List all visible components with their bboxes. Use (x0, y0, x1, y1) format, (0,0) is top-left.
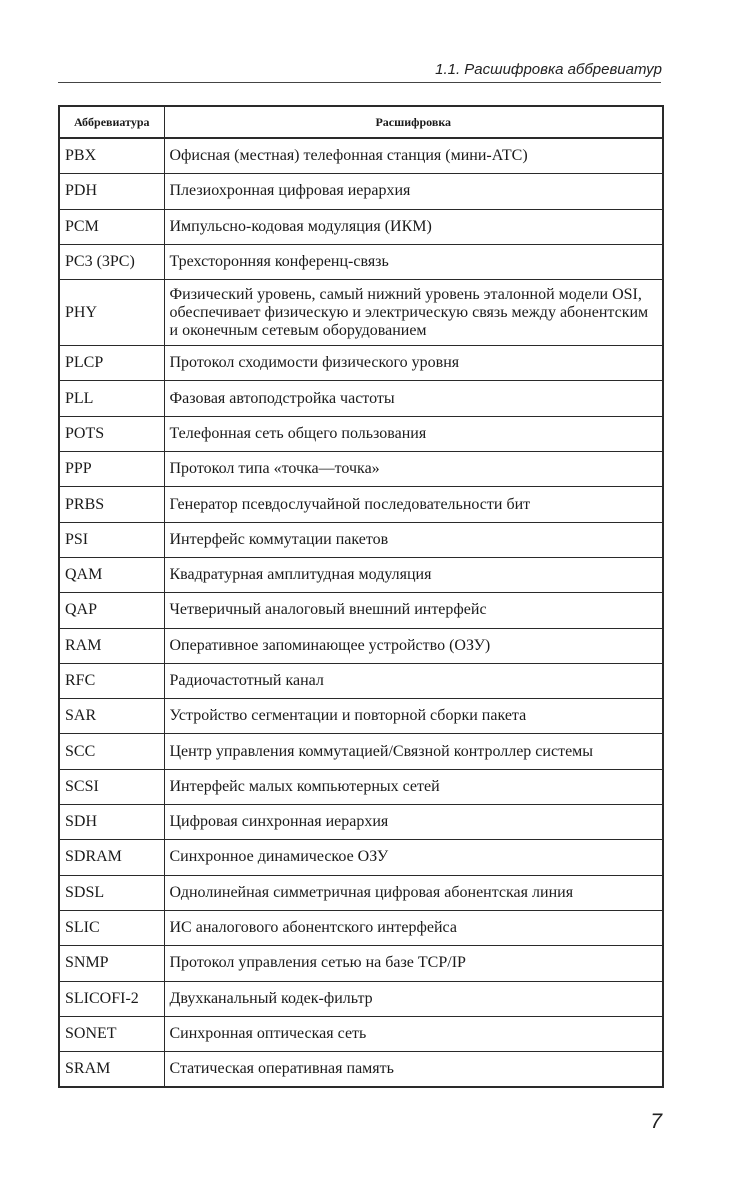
abbr-cell: QAM (59, 557, 164, 592)
meaning-cell: Однолинейная симметричная цифровая абонентская линия (164, 875, 663, 910)
table-row (59, 910, 663, 945)
abbr-cell: SRAM (59, 1052, 164, 1088)
meaning-cell: Четверичный аналоговый внешний интерфейс (164, 593, 663, 628)
abbr-cell: SDH (59, 805, 164, 840)
abbr-cell: QAP (59, 593, 164, 628)
table-row (59, 663, 663, 698)
abbr-cell: PHY (59, 280, 164, 346)
meaning-cell: Плезиохронная цифровая иерархия (164, 174, 663, 209)
meaning-cell: Офисная (местная) телефонная станция (мини-АТС) (164, 138, 663, 174)
table-row (59, 1016, 663, 1051)
table-header-row (59, 106, 663, 138)
abbr-cell: SDSL (59, 875, 164, 910)
abbr-cell: PBX (59, 138, 164, 174)
running-header: 1.1. Расшифровка аббревиатур (435, 61, 662, 78)
meaning-cell: Квадратурная амплитудная модуляция (164, 557, 663, 592)
abbr-cell: PLL (59, 381, 164, 416)
table-row (59, 946, 663, 981)
table-row (59, 416, 663, 451)
table-row (59, 346, 663, 381)
meaning-cell: Протокол типа «точка—точка» (164, 452, 663, 487)
meaning-cell: Фазовая автоподстройка частоты (164, 381, 663, 416)
meaning-cell: Интерфейс коммутации пакетов (164, 522, 663, 557)
table-row (59, 452, 663, 487)
meaning-cell: Центр управления коммутацией/Связной контроллер системы (164, 734, 663, 769)
meaning-cell: Радиочастотный канал (164, 663, 663, 698)
meaning-cell: Телефонная сеть общего пользования (164, 416, 663, 451)
abbr-cell: PSI (59, 522, 164, 557)
table-row (59, 522, 663, 557)
table-row (59, 557, 663, 592)
meaning-cell: Протокол управления сетью на базе TCP/IP (164, 946, 663, 981)
table-row (59, 244, 663, 279)
table-row (59, 174, 663, 209)
meaning-cell: Синхронное динамическое ОЗУ (164, 840, 663, 875)
meaning-cell: Трехсторонняя конференц-связь (164, 244, 663, 279)
table-row (59, 381, 663, 416)
abbr-cell: SCC (59, 734, 164, 769)
abbr-cell: SCSI (59, 769, 164, 804)
table-row (59, 805, 663, 840)
header-rule (58, 82, 661, 83)
meaning-cell: Устройство сегментации и повторной сборки пакета (164, 699, 663, 734)
abbr-cell: PLCP (59, 346, 164, 381)
table-row (59, 280, 663, 346)
meaning-cell: Интерфейс малых компьютерных сетей (164, 769, 663, 804)
meaning-cell: Цифровая синхронная иерархия (164, 805, 663, 840)
table-row (59, 840, 663, 875)
abbr-cell: SLIC (59, 910, 164, 945)
abbr-cell: SAR (59, 699, 164, 734)
table-row (59, 769, 663, 804)
abbr-cell: PDH (59, 174, 164, 209)
abbr-cell: SONET (59, 1016, 164, 1051)
table-row (59, 209, 663, 244)
meaning-cell: Оперативное запоминающее устройство (ОЗУ) (164, 628, 663, 663)
table-row (59, 1052, 663, 1088)
meaning-cell: Протокол сходимости физического уровня (164, 346, 663, 381)
table-row (59, 487, 663, 522)
page-number: 7 (650, 1110, 662, 1133)
table-row (59, 981, 663, 1016)
meaning-cell: Импульсно-кодовая модуляция (ИКМ) (164, 209, 663, 244)
abbr-cell: PRBS (59, 487, 164, 522)
meaning-cell: Синхронная оптическая сеть (164, 1016, 663, 1051)
abbr-cell: RFC (59, 663, 164, 698)
meaning-cell: ИС аналогового абонентского интерфейса (164, 910, 663, 945)
abbr-cell: RAM (59, 628, 164, 663)
abbr-cell: POTS (59, 416, 164, 451)
abbr-cell: SNMP (59, 946, 164, 981)
table-row (59, 138, 663, 174)
abbr-cell: PCM (59, 209, 164, 244)
column-header-abbreviation: Аббревиатура (59, 106, 164, 138)
abbr-cell: SLICOFI-2 (59, 981, 164, 1016)
table-row (59, 593, 663, 628)
abbr-cell: SDRAM (59, 840, 164, 875)
table-row (59, 734, 663, 769)
table-row (59, 628, 663, 663)
column-header-meaning: Расшифровка (164, 106, 663, 138)
meaning-cell: Статическая оперативная память (164, 1052, 663, 1088)
abbreviations-table (58, 105, 664, 1088)
table-row (59, 875, 663, 910)
meaning-cell: Двухканальный кодек-фильтр (164, 981, 663, 1016)
abbr-cell: PC3 (3PC) (59, 244, 164, 279)
meaning-cell: Генератор псевдослучайной последовательности бит (164, 487, 663, 522)
table-row (59, 699, 663, 734)
meaning-cell: Физический уровень, самый нижний уровень эталонной модели OSI, обеспечивает физическую и электрическую связь между абонентским и оконечным сетевым оборудованием (164, 280, 663, 346)
abbr-cell: PPP (59, 452, 164, 487)
